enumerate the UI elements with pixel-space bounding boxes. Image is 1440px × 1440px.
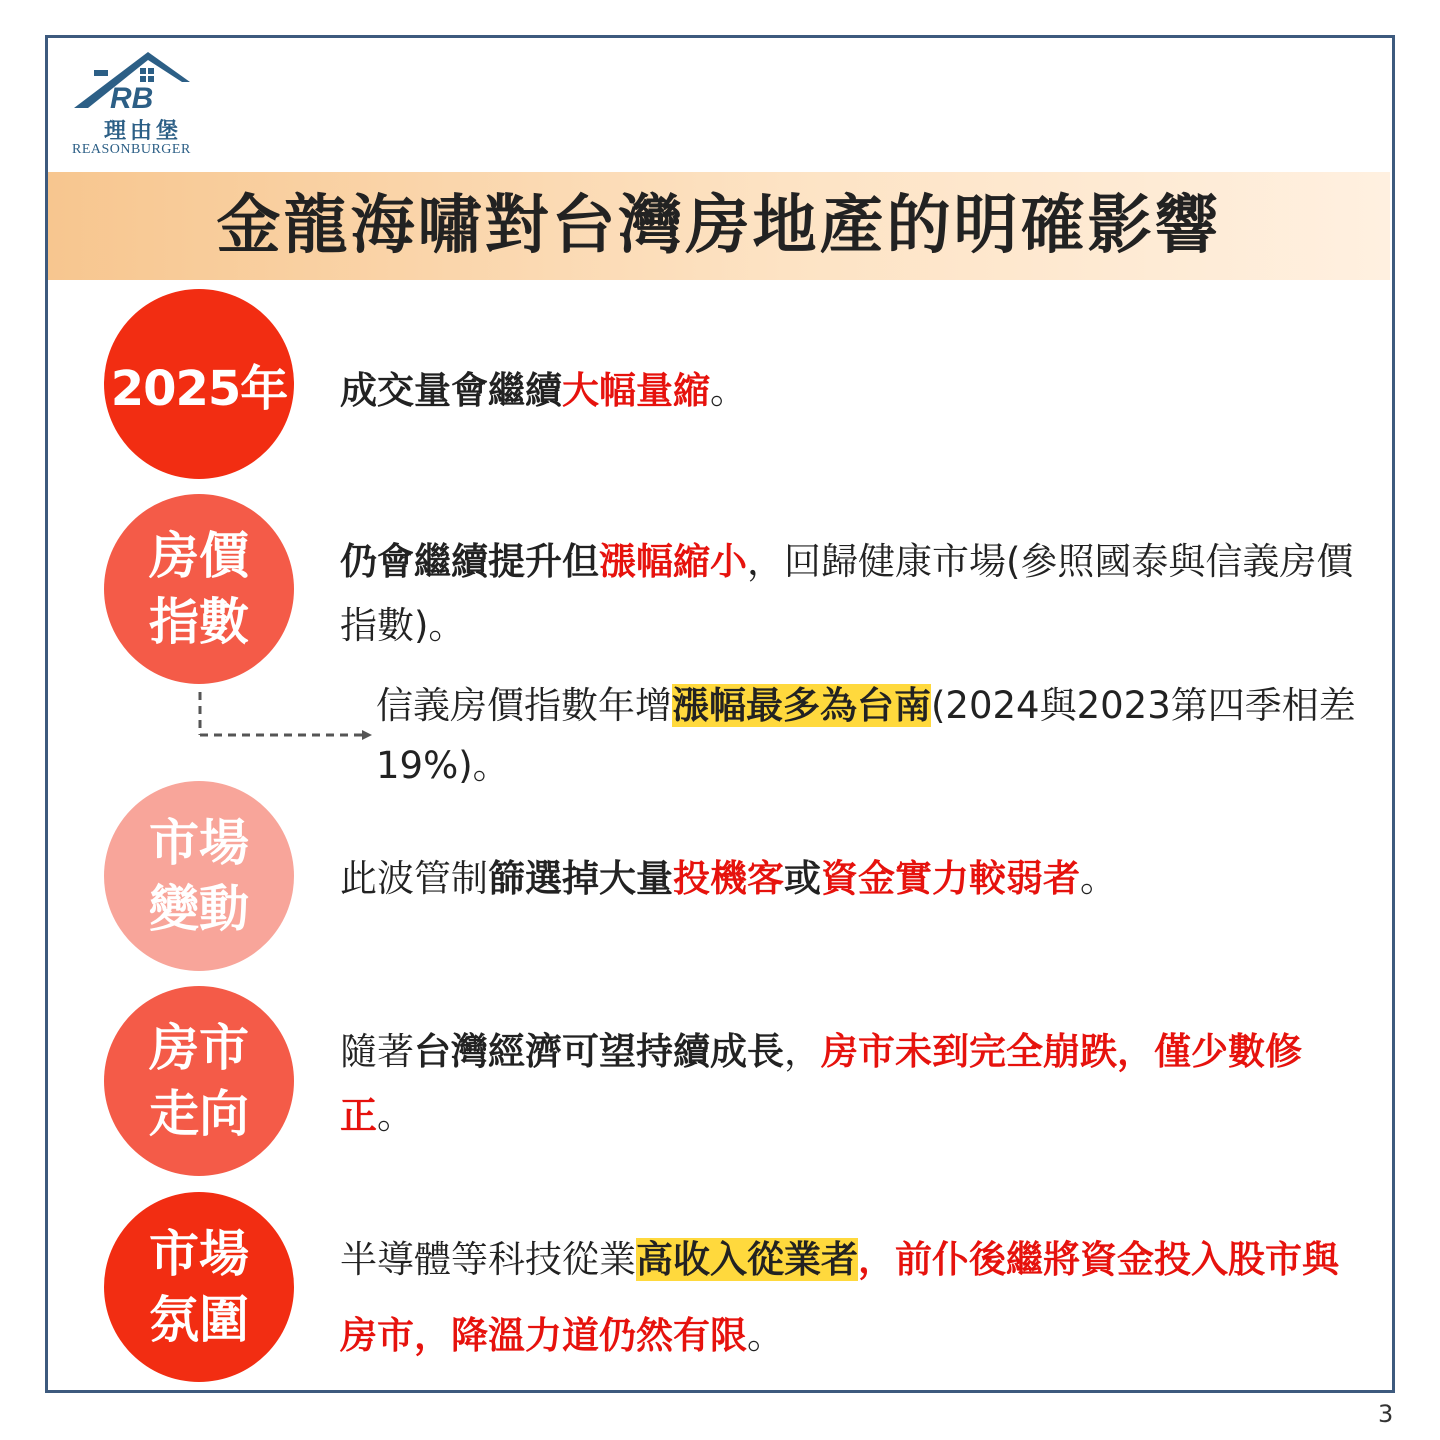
text-segment: 。 [747,1314,784,1357]
badge-2025 [104,289,294,479]
badge-label: 市場 [149,1225,249,1283]
badge-market-direction [104,986,294,1176]
text-highlight-red: 資金實力較弱者 [821,857,1080,900]
item-text-market-change [340,847,1370,911]
badge-label: 走向 [149,1085,249,1143]
title-band [48,172,1390,280]
badge-label: 房價 [149,527,249,585]
text-segment: 。 [710,369,747,412]
badge-market-atmosphere [104,1192,294,1382]
badge-label: 變動 [149,880,249,938]
text-segment: 半導體等科技從業 [340,1238,636,1281]
text-segment: 。 [377,1094,414,1137]
text-highlight-yellow: 漲幅最多為台南 [672,684,931,727]
text-segment: 。 [1080,857,1117,900]
text-highlight-red: 大幅量縮 [562,369,710,412]
text-segment: ， [784,1030,821,1073]
badge-market-change [104,781,294,971]
text-segment: 隨著 [340,1030,414,1073]
badge-label: 市場 [149,814,249,872]
item-text-volume [340,359,1370,423]
badge-price-index [104,494,294,684]
text-highlight-red: 漲幅縮小 [599,540,747,583]
text-segment: ，回歸健康市場(參照國泰與信義房價指數)。 [340,540,1354,647]
dashed-arrow-icon [190,690,380,750]
text-highlight-red: 房市未到完全崩跌，僅少數修正 [340,1030,1302,1137]
logo-name-cn: 理由堡 [104,118,183,144]
badge-label: 指數 [149,593,249,651]
badge-label: 氛圍 [149,1291,249,1349]
text-segment: 成交量會繼續 [340,369,562,412]
text-segment-bold: 台灣經濟可望持續成長 [414,1030,784,1073]
text-highlight-yellow: 高收入從業者 [636,1238,858,1281]
logo-mark: RB [110,82,154,115]
text-highlight-red: 投機客 [673,857,784,900]
item-note-tainan [376,676,1366,796]
item-text-market-atmosphere [340,1222,1370,1374]
badge-label: 房市 [149,1019,249,1077]
page-number: 3 [1378,1400,1394,1428]
text-segment: 信義房價指數年增 [376,684,672,727]
logo [70,48,220,163]
text-highlight-red: ，前仆後繼將資金投入股市與房市，降溫力道仍然有限 [340,1238,1339,1357]
text-segment-bold: 篩選掉大量 [488,857,673,900]
text-segment: 此波管制 [340,857,488,900]
badge-label: 2025年 [110,360,288,417]
house-logo-icon [70,48,200,118]
text-segment: (2024與2023第四季相差19%)。 [376,684,1356,787]
text-segment-bold: 或 [784,857,821,900]
item-text-market-direction [340,1020,1370,1148]
item-text-price-index [340,530,1370,658]
page-title: 金龍海嘯對台灣房地產的明確影響 [216,189,1222,263]
text-segment: 仍會繼續提升但 [340,540,599,583]
logo-name-en: REASONBURGER [72,142,191,157]
